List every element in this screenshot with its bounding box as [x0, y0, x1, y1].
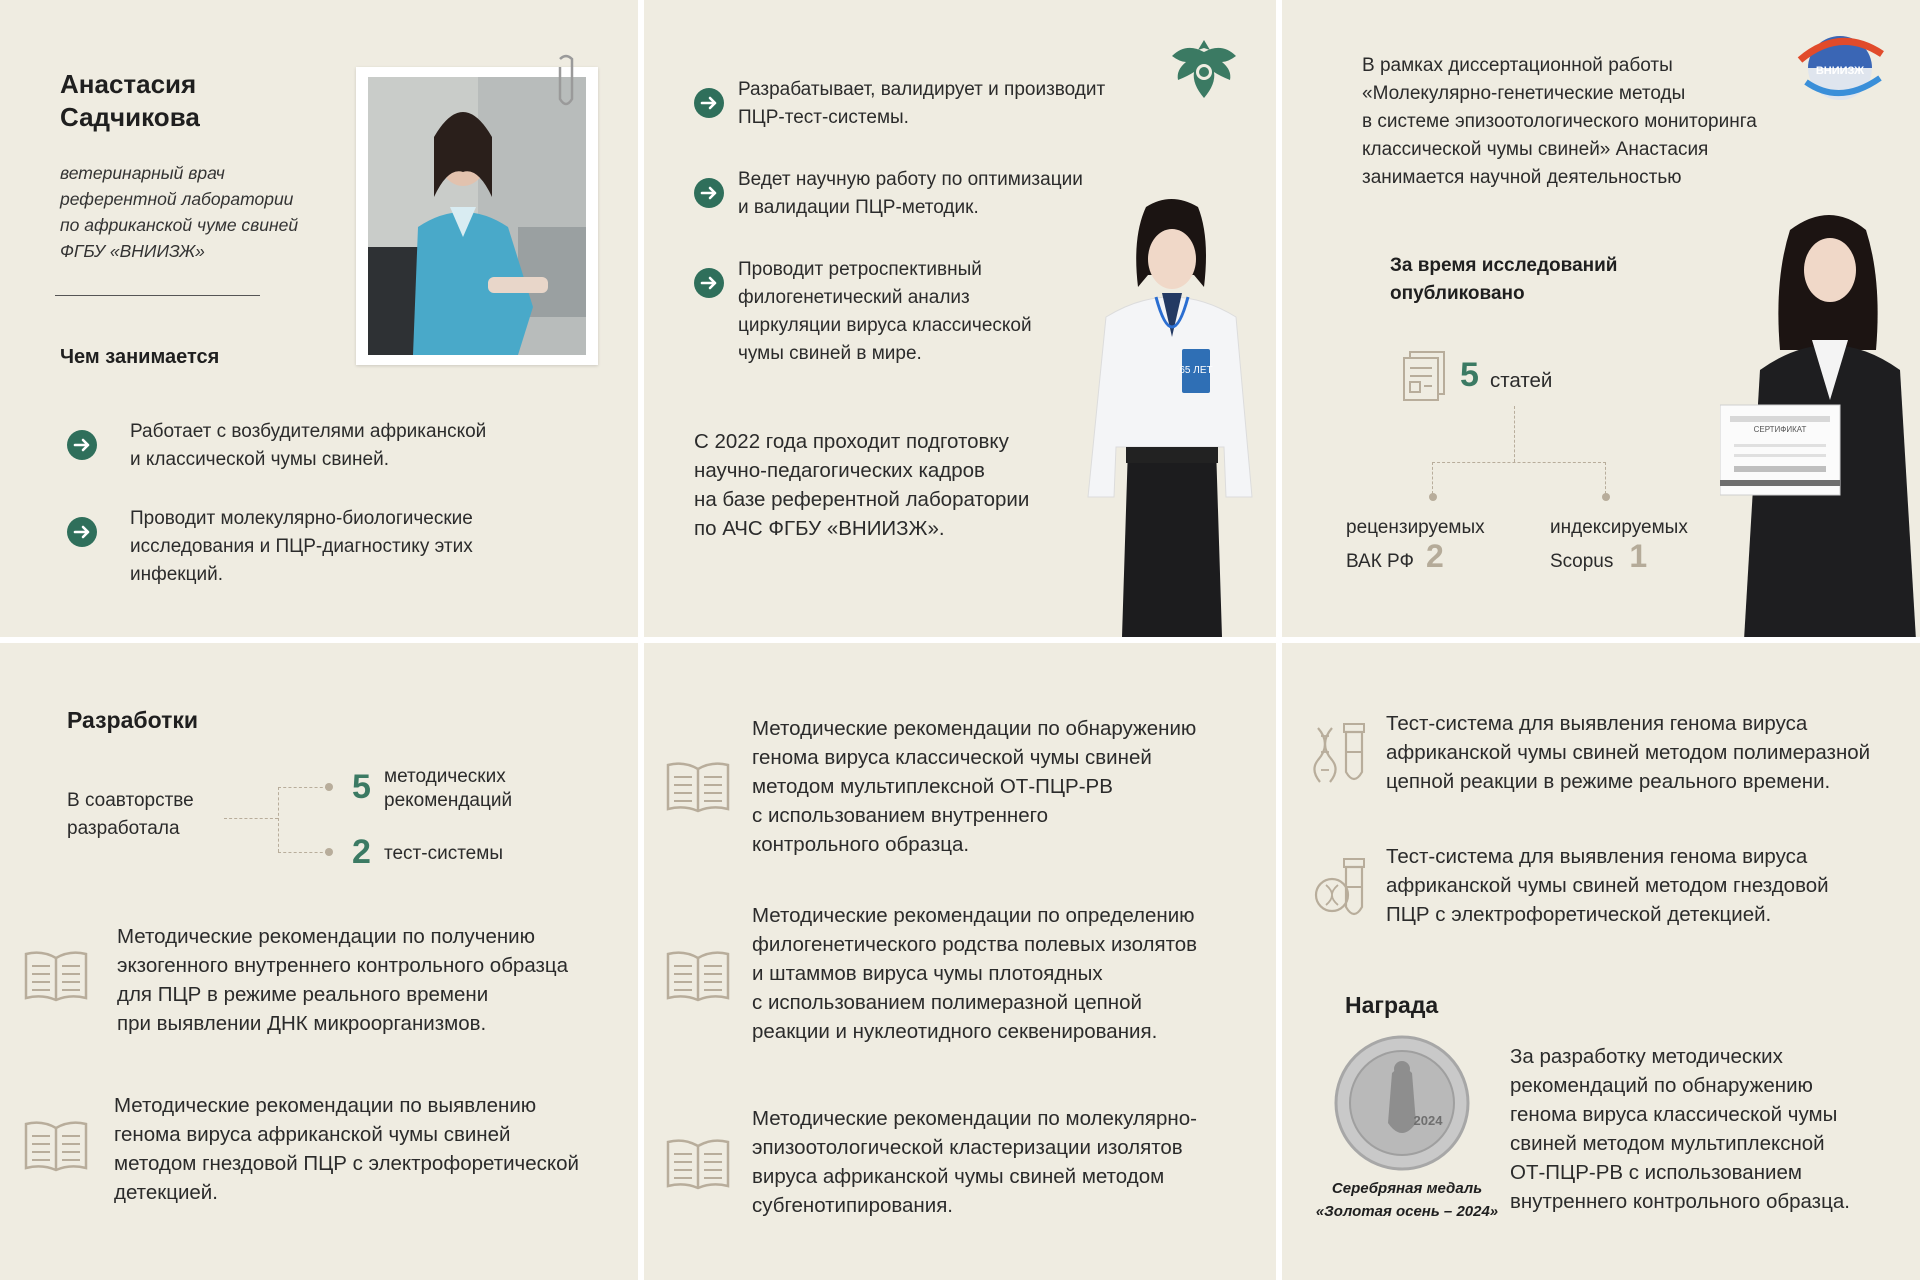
arrow-bullet-icon: [67, 430, 97, 460]
medal-year: 2024: [1413, 1113, 1443, 1128]
connector-line: [224, 818, 278, 819]
recommendation-item: Методические рекомендации по определению филогенетического родства полевых изолятов и штаммов вируса чумы плотоядных с использованием полимеразной цепной реакции и нуклеотидного секвенирования.: [752, 904, 1198, 1043]
badge-label: 65 ЛЕТ: [1179, 365, 1213, 376]
connector-line: [278, 852, 328, 853]
certificate: [1720, 405, 1840, 495]
recs-count: 5: [352, 768, 371, 806]
developments-title: Разработки: [67, 707, 198, 733]
duty-item: Проводит ретроспективный филогенетический анализ циркуляции вируса классической чумы свиней в мире.: [738, 259, 1032, 364]
connector-line: [1432, 462, 1433, 494]
documents-icon: [1402, 350, 1448, 404]
connector-line: [278, 787, 328, 788]
recommendation-item: Методические рекомендации по обнаружению генома вируса классической чумы свиней методом мультиплексной ОТ-ПЦР-РВ с использованием внутреннего контрольного образца.: [752, 717, 1197, 856]
connector-dot: [325, 783, 333, 791]
connector-line: [1432, 462, 1606, 463]
duties-panel: [644, 0, 1276, 637]
duty-item: Ведет научную работу по оптимизации и валидации ПЦР-методик.: [738, 169, 1083, 218]
coauthor-text: В соавторстве разработала: [67, 790, 194, 839]
paperclip-icon: [552, 53, 580, 113]
scopus-count: 1: [1629, 538, 1648, 574]
person-photo: [1076, 197, 1266, 637]
recommendation-item: Методические рекомендации по выявлению генома вируса африканской чумы свиней методом гнездовой ПЦР с электрофоретической детекцией.: [114, 1094, 579, 1204]
published-title: За время исследований опубликовано: [1390, 255, 1618, 304]
book-icon: [22, 1118, 90, 1174]
arrow-bullet-icon: [67, 517, 97, 547]
arrow-bullet-icon: [694, 88, 724, 118]
lab-photo: [368, 77, 586, 355]
articles-label: статей: [1490, 369, 1553, 392]
arrow-bullet-icon: [694, 178, 724, 208]
connector-line: [278, 787, 279, 852]
articles-count: 5: [1460, 356, 1479, 394]
profile-panel: [0, 0, 638, 637]
tests-label: тест-системы: [384, 843, 503, 864]
logo-text: ВНИИЗЖ: [1815, 65, 1865, 77]
vak-count: 2: [1425, 538, 1444, 574]
vak-publications: рецензируемых ВАК РФ 2: [1346, 517, 1485, 574]
test-system-item: Тест-система для выявления генома вируса африканской чумы свиней методом полимеразной цепной реакции в режиме реального времени.: [1386, 712, 1871, 793]
tests-award-panel: [1282, 643, 1920, 1280]
recommendation-item: Методические рекомендации по получению экзогенного внутреннего контрольного образца для ПЦР в режиме реального времени при выявлении ДНК микроорганизмов.: [117, 925, 569, 1035]
silver-medal-icon: [1332, 1033, 1472, 1173]
test-system-item: Тест-система для выявления генома вируса африканской чумы свиней методом гнездовой ПЦР с электрофоретической детекцией.: [1386, 845, 1829, 926]
connector-line: [1514, 406, 1515, 462]
recommendations-panel: [644, 643, 1276, 1280]
activity-item: Проводит молекулярно-биологические исследования и ПЦР-диагностику этих инфекций.: [130, 508, 473, 585]
certificate-label: СЕРТИФИКАТ: [1753, 425, 1807, 434]
emblem-icon: [1166, 32, 1242, 108]
book-icon: [22, 948, 90, 1004]
book-icon: [664, 948, 732, 1004]
dna-test-tube-icon: [1312, 718, 1372, 788]
person-certificate-photo: [1720, 200, 1920, 637]
dissertation-intro: В рамках диссертационной работы «Молекулярно-генетические методы в системе эпизоотологического мониторинга классической чумы свиней» Анастасия занимается научной деятельностью: [1362, 55, 1757, 188]
connector-dot: [325, 848, 333, 856]
activity-item: Работает с возбудителями африканской и классической чумы свиней.: [130, 421, 487, 470]
connector-dot: [1602, 493, 1610, 501]
divider: [55, 295, 260, 296]
tests-count: 2: [352, 833, 371, 871]
connector-line: [1605, 462, 1606, 494]
person-position: ветеринарный врач референтной лаборатории по африканской чуме свиней ФГБУ «ВНИИЗЖ»: [60, 163, 299, 261]
photo-frame: [356, 67, 598, 365]
connector-dot: [1429, 493, 1437, 501]
vniizzh-logo: [1796, 30, 1886, 110]
lab-flask-icon: [1312, 853, 1372, 923]
duty-item: Разрабатывает, валидирует и производит ПЦР-тест-системы.: [738, 79, 1106, 128]
arrow-bullet-icon: [694, 268, 724, 298]
activities-title: Чем занимается: [60, 346, 220, 368]
award-title: Награда: [1345, 992, 1439, 1018]
scopus-publications: индексируемых Scopus 1: [1550, 517, 1688, 574]
person-name: Анастасия Садчикова: [60, 69, 200, 132]
training-text: С 2022 года проходит подготовку научно-педагогических кадров на базе референтной лаборатории по АЧС ФГБУ «ВНИИЗЖ».: [694, 430, 1030, 540]
book-icon: [664, 1136, 732, 1192]
award-description: За разработку методических рекомендаций по обнаружению генома вируса классической чумы свиней методом мультиплексной ОТ-ПЦР-РВ с использованием внутреннего контрольного образца.: [1510, 1045, 1850, 1213]
research-panel: [1282, 0, 1920, 637]
book-icon: [664, 759, 732, 815]
recommendation-item: Методические рекомендации по молекулярно- эпизоотологической кластеризации изолятов вируса африканской чумы свиней методом субгенотипирования.: [752, 1107, 1197, 1217]
medal-caption: Серебряная медаль «Золотая осень – 2024»: [1315, 1180, 1499, 1220]
developments-panel: [0, 643, 638, 1280]
recs-label: методических рекомендаций: [384, 766, 513, 811]
